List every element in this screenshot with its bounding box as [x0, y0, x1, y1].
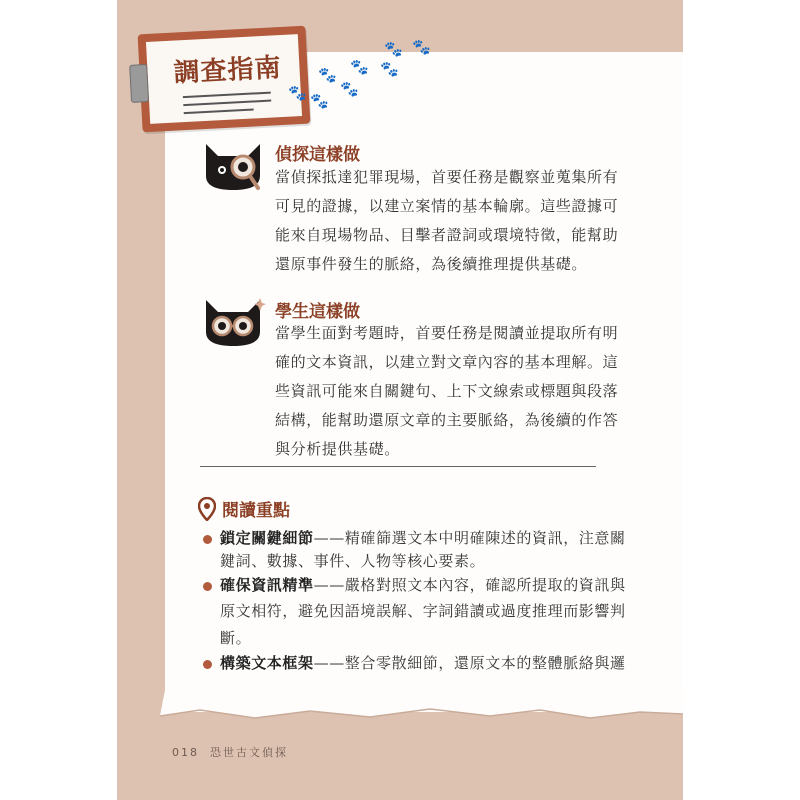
key-points-title: 閱讀重點	[222, 501, 290, 521]
paragraph-line: 還原事件發生的脈絡，為後續推理提供基礎。	[275, 255, 588, 273]
key-point-line	[220, 649, 626, 678]
key-point-term: 確保資訊精準	[220, 576, 314, 594]
section-divider	[200, 466, 596, 467]
paragraph-line: 能來自現場物品、目擊者證詞或環境特徵，能幫助	[275, 226, 619, 244]
paw-icon: 🐾	[380, 60, 399, 78]
section-title: 偵探這樣做	[275, 145, 360, 165]
clipboard-line	[183, 92, 271, 99]
paragraph-line: 當學生面對考題時，首要任務是閱讀並提取所有明	[275, 324, 619, 342]
paw-icon: 🐾	[318, 66, 337, 84]
paragraph-line: 當偵探抵達犯罪現場，首要任務是觀察並蒐集所有	[275, 168, 619, 186]
detective-cat-icon	[200, 136, 266, 192]
key-point-text: ——精確篩選文本中明確陳述的資訊，注意關	[313, 529, 626, 547]
paw-icon: 🐾	[384, 40, 403, 58]
paw-icon: 🐾	[340, 80, 359, 98]
paw-icon: 🐾	[310, 92, 329, 110]
section-paragraph	[275, 163, 618, 279]
paw-icon: 🐾	[412, 38, 431, 56]
paragraph-line: 結構，能幫助還原文章的主要脈絡，為後續的作答	[275, 411, 619, 429]
page-number: 018	[172, 746, 199, 759]
paragraph-line: 確的文本資訊，以建立對文章內容的基本理解。這	[275, 353, 619, 371]
key-point-text: ——整合零散細節，還原文本的整體脈絡與邏	[313, 654, 626, 672]
key-point-line: 原文相符，避免因語境誤解、字詞錯讀或過度推理而影響判	[220, 602, 626, 620]
key-point-line: 鍵詞、數據、事件、人物等核心要素。	[220, 552, 486, 570]
clipboard-line	[183, 100, 271, 107]
torn-paper-edge	[160, 690, 685, 730]
key-point-text: ——嚴格對照文本內容，確認所提取的資訊與	[313, 576, 626, 594]
section-title: 學生這樣做	[275, 302, 360, 322]
key-point-line	[220, 571, 626, 600]
key-point-term: 鎖定關鍵細節	[220, 529, 314, 547]
clip-icon	[129, 64, 149, 103]
paw-icon: 🐾	[288, 84, 307, 102]
location-pin-icon	[198, 497, 216, 521]
book-title: 恐世古文偵探	[210, 746, 288, 759]
student-cat-icon	[200, 292, 266, 348]
paragraph-line: 與分析提供基礎。	[275, 440, 400, 458]
paw-icon: 🐾	[350, 58, 369, 76]
bullet-dot	[203, 660, 212, 669]
clipboard-paper	[146, 34, 302, 124]
page-footer	[172, 744, 288, 760]
key-point-term: 構築文本框架	[220, 654, 314, 672]
paw-prints-decoration	[280, 40, 440, 110]
paragraph-line: 些資訊可能來自關鍵句、上下文線索或標題與段落	[275, 382, 619, 400]
bullet-dot	[203, 582, 212, 591]
header-title: 調查指南	[172, 52, 283, 89]
paragraph-line: 可見的證據，以建立案情的基本輪廓。這些證據可	[275, 197, 619, 215]
clipboard-line	[184, 108, 254, 114]
bullet-dot	[203, 535, 212, 544]
section-paragraph	[275, 319, 618, 464]
key-point-line: 斷。	[220, 629, 252, 647]
